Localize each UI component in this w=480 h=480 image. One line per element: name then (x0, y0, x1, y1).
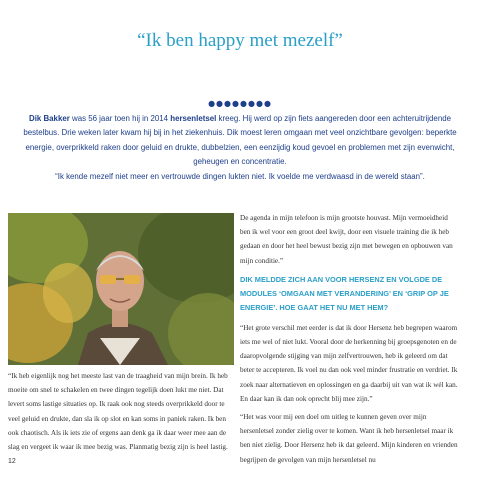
portrait-photo (8, 213, 234, 365)
article-title: “Ik ben happy met mezelf” (137, 30, 343, 51)
left-paragraph-1: “Ik heb eigenlijk nog het meeste last van de traagheid van mijn brein. Ik heb moeite om snel te schakelen en twee dingen tegelijk doen lukt me niet. Dat levert soms lastige situaties op. Ik raak ook nog steeds overprikkeld door te veel geluid en drukte, dan sla ik op slot en kan soms in paniek raken. Ik ben ook chaotisch. Als ik iets zie of ergens aan denk ga ik daar weer mee aan de slag en vergeet ik waar ik mee bezig was. Planmatig bezig zijn is heel lastig. (8, 372, 228, 452)
intro-bold-term: hersenletsel (170, 114, 217, 123)
dot-divider: ●●●●●●●● (208, 99, 272, 108)
left-column (8, 369, 234, 458)
right-paragraph-1: De agenda in mijn telefoon is mijn grootste houvast. Mijn vermoeidheid ben ik wel voor een groot deel kwijt, door een visuele training die ik heb gedaan en door het heel bewust bezig zijn met bewegen en opbouwen van mijn conditie.” (240, 214, 453, 265)
right-column (240, 211, 458, 471)
intro-quote: “Ik kende mezelf niet meer en vertrouwde dingen lukten niet. Ik voelde me verdwaasd in de wereld staan”. (55, 171, 425, 181)
page-number: 12 (8, 458, 16, 465)
intro-text-1: was 56 jaar toen hij in 2014 (69, 114, 171, 123)
right-paragraph-2: “Het grote verschil met eerder is dat ik door Hersenz heb begrepen waarom iets me wel of niet lukt. Vooral door de herkenning bij groepsgenoten en de daaropvolgende stijging van mijn zelfvertrouwen, heb ik geleerd om dat beter te accepteren. Ik voel nu dan ook veel minder frustratie en verdriet. Ik zoek naar alternatieven en oplossingen en ga daarbij uit van wat ik wél kan. En daar kan ik dan ook oprecht blij mee zijn.” (240, 323, 458, 403)
intro-paragraph (20, 112, 460, 184)
intro-name: Dik Bakker (29, 114, 70, 123)
intro-text-2: kreeg. Hij werd op zijn fiets aangereden door een achteruitrijdende bestelbus. Drie weken later kwam hij bij in het ziekenhuis. Dik moest leren omgaan met veel onzichtbare gevolgen: beperkte energie, overprikkeld raken door geluid en drukte, dubbelzien, een eenzijdig koud gevoel en problemen met zijn evenwicht, geheugen en concentratie. (23, 114, 457, 167)
right-paragraph-3: “Het was voor mij een doel om uitleg te kunnen geven over mijn hersenletsel zonder zielig over te komen. Want ik heb hersenletsel maar ik ben niet zielig. Door Hersenz heb ik dat geleerd. Mijn kinderen en vrienden begrijpen de gevolgen van mijn hersenletsel nu (240, 413, 458, 464)
interview-question: DIK MELDDE ZICH AAN VOOR HERSENZ EN VOLGDE DE MODULES ‘OMGAAN MET VERANDERING’ EN ‘GRIP OP JE ENERGIE’. HOE GAAT HET NU MET HEM? (240, 274, 449, 312)
portrait-illustration (8, 213, 234, 365)
